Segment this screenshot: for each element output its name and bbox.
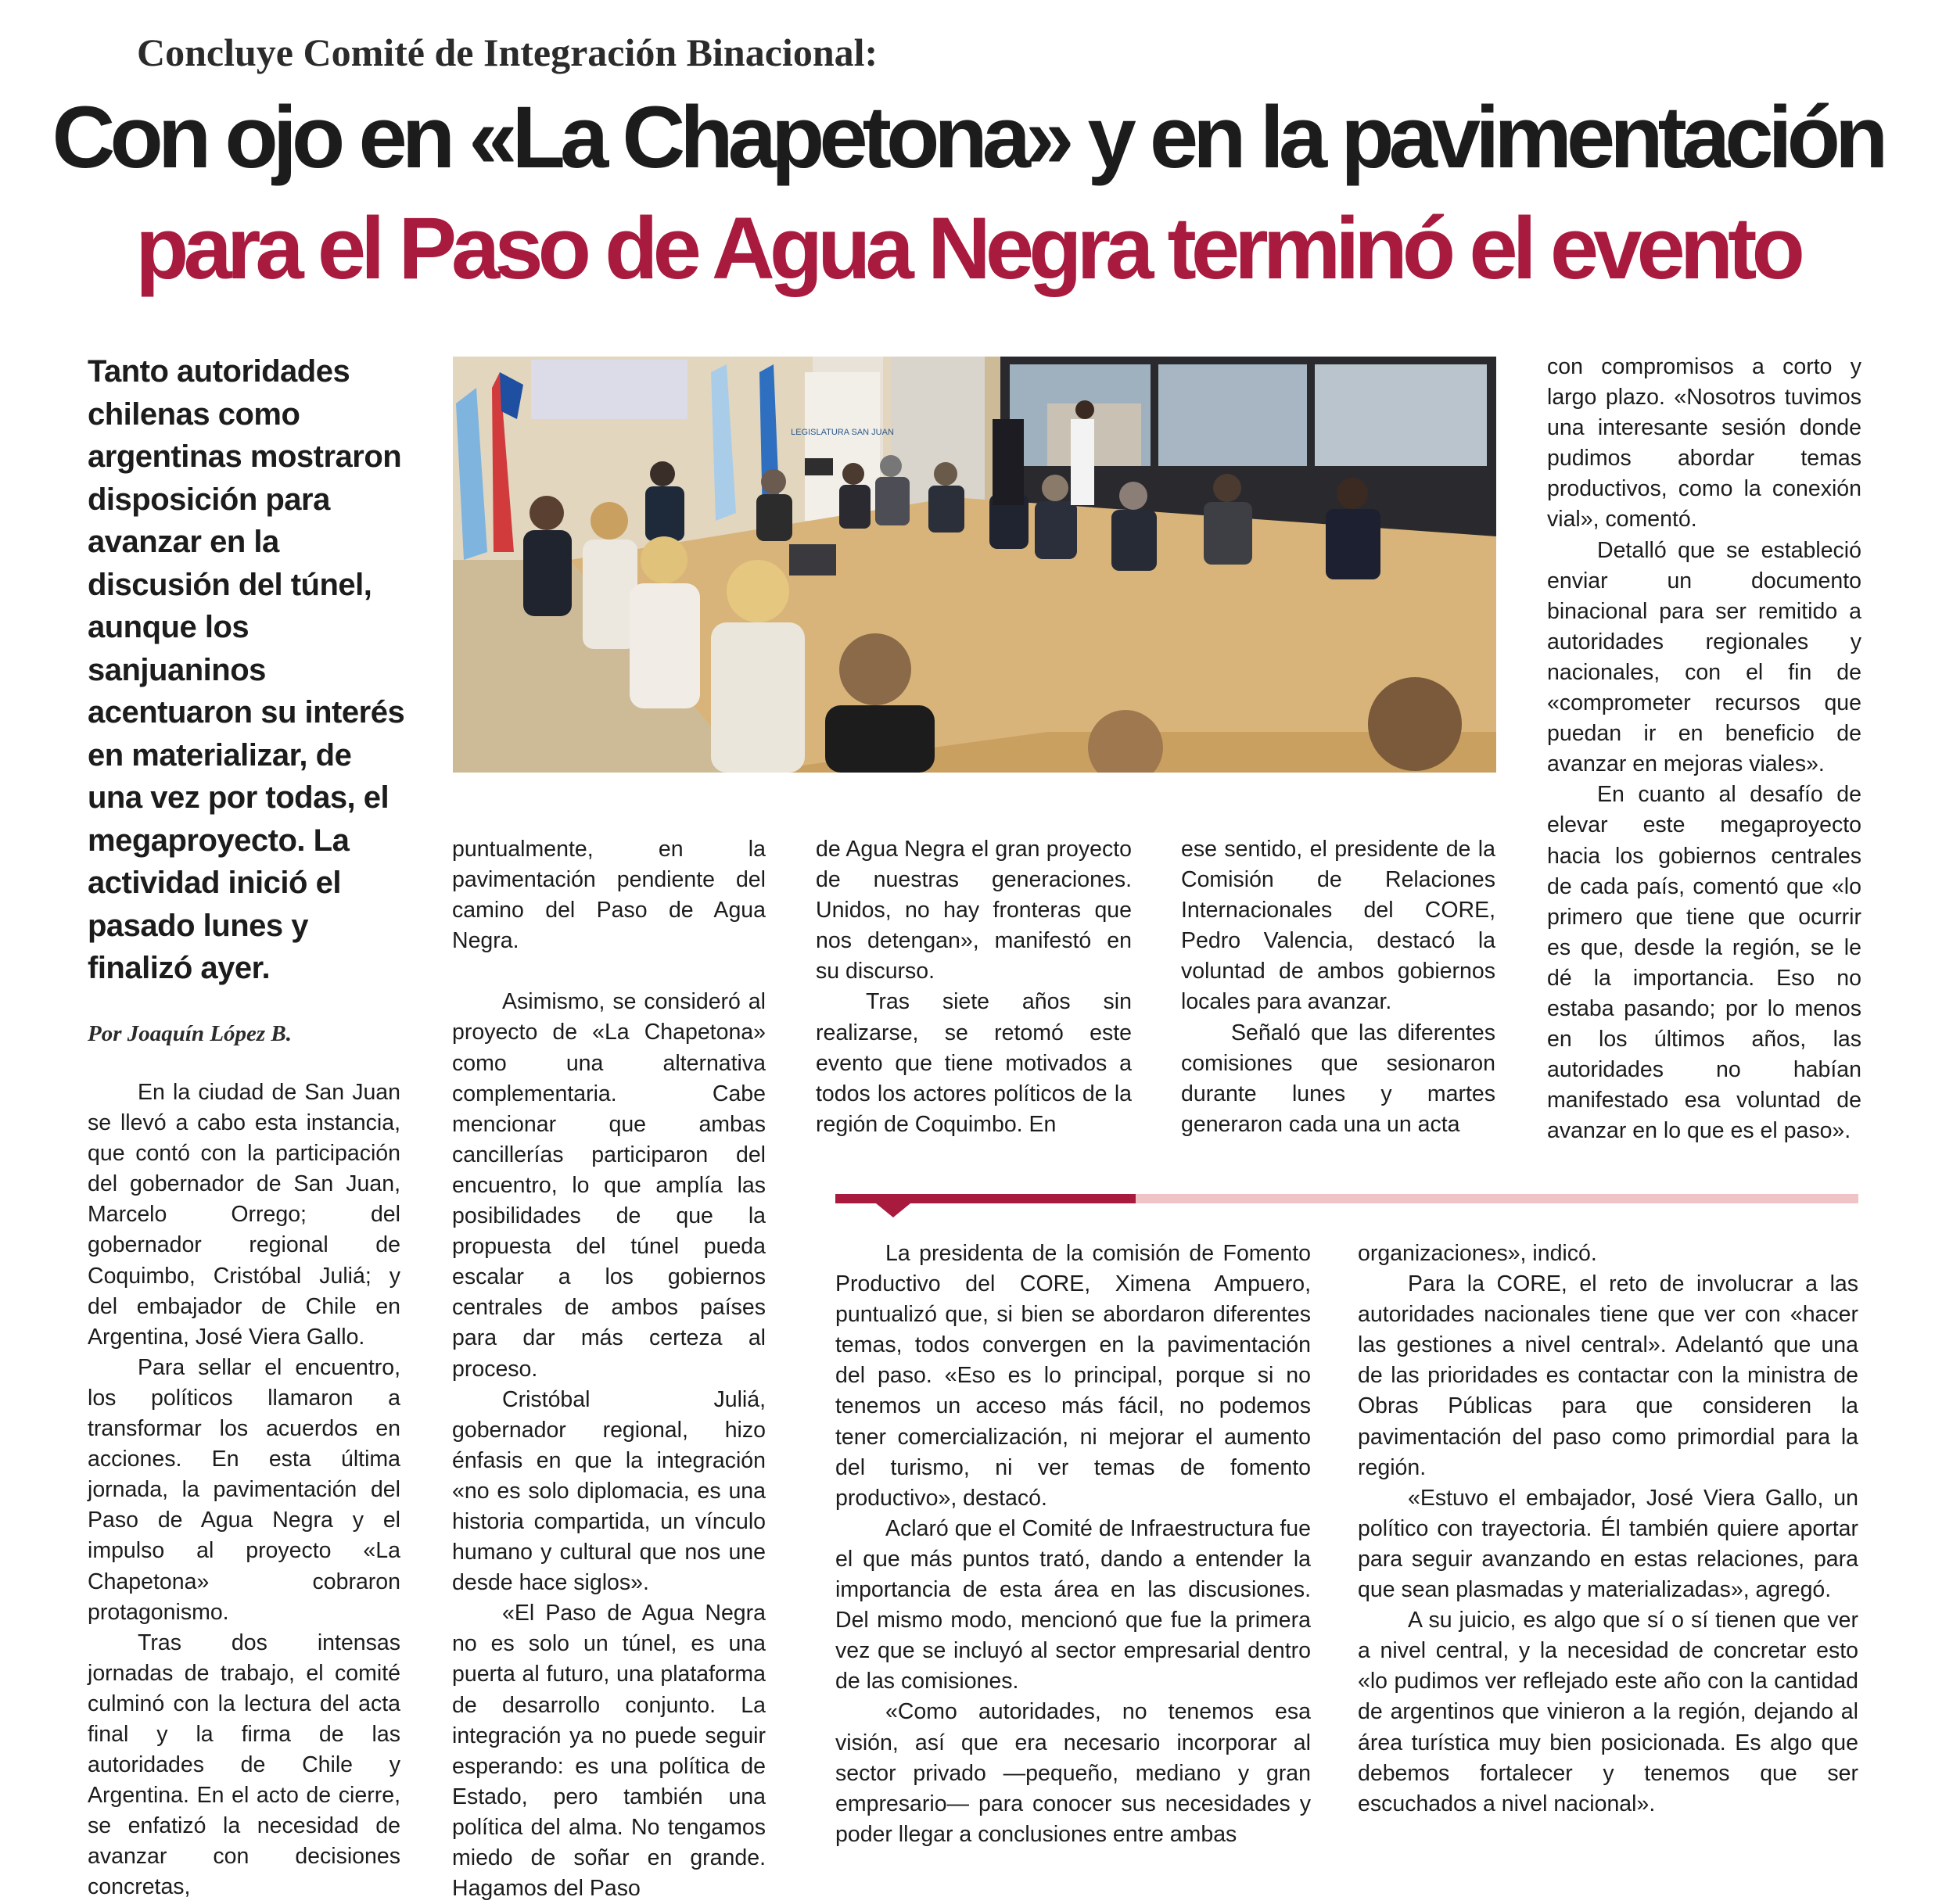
paragraph: organizaciones», indicó. [1358, 1241, 1597, 1266]
byline: Por Joaquín López B. [88, 1021, 293, 1046]
paragraph: Señaló que las diferentes comisiones que sesionaron durante lunes y martes generaron cada una un acta [1181, 1020, 1495, 1137]
paragraph: En la ciudad de San Juan se llevó a cabo esta instancia, que contó con la participación del gobernador de San Juan, Marcelo Orrego; del gobernador regional de Coquimbo, Cristóbal Juliá; y del embajador de Chile en Argentina, José Viera Gallo. [88, 1080, 400, 1350]
meeting-photo [453, 357, 1496, 773]
banner-text: LEGISLATURA SAN JUAN [791, 428, 894, 437]
paragraph: puntualmente, en la pavimentación pendiente del camino del Paso de Agua Negra. [452, 837, 766, 954]
paragraph: Aclaró que el Comité de Infraestructura fue el que más puntos trató, dando a entender la importancia de esta área en las discusiones. Del mismo modo, mencionó que fue la primera vez que se incluyó al sector empresarial dentro de las comisiones. [835, 1515, 1311, 1694]
article-column-4 [1181, 834, 1495, 1140]
article-column-6 [835, 1239, 1311, 1850]
paragraph: Asimismo, se consideró al proyecto de «La Chapetona» como una alternativa complementaria. Cabe mencionar que ambas cancillerías participaron del encuentro, lo que amplía las posibilidades de que la propuesta del túnel pueda escalar a los gobiernos centrales de ambos países para dar más certeza al proceso. [452, 989, 766, 1382]
headline-line-2: para el Paso de Agua Negra terminó el evento [135, 199, 1800, 297]
paragraph: con compromisos a corto y largo plazo. «Nosotros tuvimos una interesante sesión donde pudimos abordar temas productivos, como la conexión vial», comentó. [1547, 354, 1861, 532]
paragraph: Cristóbal Juliá, gobernador regional, hizo énfasis en que la integración «no es solo diplomacia, es una historia compartida, un vínculo humano y cultural que nos une desde hace siglos». [452, 1386, 766, 1596]
divider-light [1136, 1194, 1858, 1203]
section-divider [835, 1194, 1858, 1203]
paragraph: «Como autoridades, no tenemos esa visión, así que era necesario incorporar al sector privado —pequeño, mediano y gran empresario— para conocer sus necesidades y poder llegar a conclusiones entre ambas [835, 1699, 1311, 1847]
divider-pointer [876, 1203, 910, 1217]
article-column-1 [88, 1077, 400, 1903]
paragraph: A su juicio, es algo que sí o sí tienen que ver a nivel central, y la necesidad de concretar esto «lo pudimos ver reflejado este año con la cantidad de argentinos que vinieron a la región, dejando al área turística muy bien posicionada. Es algo que debemos fortalecer y tenemos que ser escuchados a nivel nacional». [1358, 1608, 1858, 1816]
paragraph: Tras siete años sin realizarse, se retomó este evento que tiene motivados a todos los actores políticos de la región de Coquimbo. En [816, 989, 1132, 1137]
article-column-3 [816, 834, 1132, 1140]
lede: Tanto autoridades chilenas como argentinas mostraron disposición para avanzar en la discusión del túnel, aunque los sanjuaninos acentuaron su interés en materializar, de una vez por todas, el megaproyecto. La actividad inició el pasado lunes y finalizó ayer. [88, 354, 405, 985]
article-column-2 [452, 834, 766, 1904]
paragraph: «Estuvo el embajador, José Viera Gallo, un político con trayectoria. Él también quiere aportar para seguir avanzando en estas relaciones, para que sean plasmadas y materializadas», agregó. [1358, 1485, 1858, 1603]
paragraph: En cuanto al desafío de elevar este megaproyecto hacia los gobiernos centrales de cada país, comentó que «lo primero que tiene que ocurrir es que, desde la región, se le dé la importancia. Eso no estaba pasando; por lo menos en los últimos años, las autoridades no habían manifestado esa voluntad de avanzar en lo que es el paso». [1547, 782, 1861, 1144]
paragraph: ese sentido, el presidente de la Comisión de Relaciones Internacionales del CORE, Pedro Valencia, destacó la voluntad de ambos gobiernos locales para avanzar. [1181, 837, 1495, 1015]
paragraph: Para la CORE, el reto de involucrar a las autoridades nacionales tiene que ver con «hacer las gestiones a nivel central». Adelantó que una de las prioridades es contactar con la ministra de Obras Públicas para que consideren la pavimentación del paso como primordial para la región. [1358, 1271, 1858, 1480]
paragraph: Detalló que se estableció enviar un documento binacional para ser remitido a autoridades regionales y nacionales, con el fin de «comprometer recursos que puedan ir en beneficio de avanzar en mejoras viales». [1547, 537, 1861, 777]
paragraph: Tras dos intensas jornadas de trabajo, el comité culminó con la lectura del acta final y la firma de las autoridades de Chile y Argentina. En el acto de cierre, se enfatizó la necesidad de avanzar con decisiones concretas, [88, 1630, 400, 1900]
headline-line-1: Con ojo en «La Chapetona» y en la pavimentación [52, 88, 1883, 186]
paragraph: de Agua Negra el gran proyecto de nuestras generaciones. Unidos, no hay fronteras que nos detengan», manifestó en su discurso. [816, 837, 1132, 984]
article-column-7 [1358, 1239, 1858, 1820]
paragraph: «El Paso de Agua Negra no es solo un túnel, es una puerta al futuro, una plataforma de desarrollo conjunto. La integración ya no puede seguir esperando: es una política de Estado, pero también una política del alma. No tengamos miedo de soñar en grande. Hagamos del Paso [452, 1601, 766, 1902]
divider-accent [835, 1194, 1136, 1203]
paragraph: La presidenta de la comisión de Fomento Productivo del CORE, Ximena Ampuero, puntualizó que, si bien se abordaron diferentes temas, todos convergen en la pavimentación del paso. «Eso es lo principal, porque si no tenemos un acceso más fácil, no podemos tener comercialización, ni mejorar el aumento del turismo, ni ver temas de fomento productivo», destacó. [835, 1241, 1311, 1511]
paragraph: Para sellar el encuentro, los políticos llamaron a transformar los acuerdos en acciones. En esta última jornada, la pavimentación del Paso de Agua Negra y el impulso al proyecto «La Chapetona» cobraron protagonismo. [88, 1354, 400, 1625]
article-column-5 [1547, 352, 1861, 1146]
kicker: Concluye Comité de Integración Binacional: [137, 30, 878, 74]
